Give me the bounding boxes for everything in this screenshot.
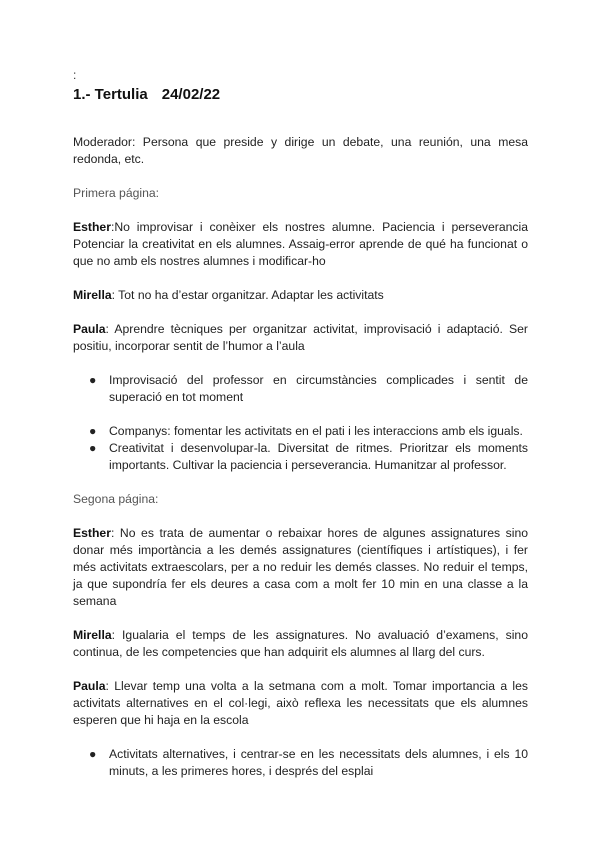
bullet-icon: ● xyxy=(89,441,97,455)
speaker-name: Esther xyxy=(73,220,111,234)
bullet-icon: ● xyxy=(89,373,97,387)
speaker-name: Mirella xyxy=(73,288,112,302)
bullet-list-3 xyxy=(73,746,528,780)
list-item: ● Improvisació del professor en circumstàncies complicades i sentit de superació en tot moment xyxy=(89,373,528,404)
paragraph-paula-2 xyxy=(73,678,528,729)
paragraph-text: : Aprendre tècniques per organitzar activitat, improvisació i adaptació. Ser positiu, incorporar sentit de l’humor a l’aula xyxy=(73,322,528,353)
section-segona-pagina: Segona página: xyxy=(73,492,159,506)
paragraph-text: : No es trata de aumentar o rebaixar hores de algunes assignatures sino donar més importància a les demés assignatures (científiques i artístiques), i fer més activitats extraescolars, per a no reduir les demés classes. No reduir el temps, ja que supondría fer els deures a casa com a molt fer 10 min en una classe a la semana xyxy=(73,526,528,608)
moderador-definition: Moderador: Persona que preside y dirige un debate, una reunión, una mesa redonda, etc. xyxy=(73,135,528,166)
bullet-list-1 xyxy=(73,372,528,406)
speaker-name: Paula xyxy=(73,322,106,336)
paragraph-paula-1 xyxy=(73,321,528,355)
paragraph-text: : Igualaria el temps de les assignatures. No avaluació d’examens, sino continua, de les competencies que han adquirit els alumnes al llarg del curs. xyxy=(73,628,528,659)
list-item: ● Creativitat i desenvolupar-la. Diversitat de ritmes. Prioritzar els moments importants. Cultivar la paciencia i perseverancia. Humanitzar al professor. xyxy=(89,441,528,472)
paragraph-text: :No improvisar i conèixer els nostres alumne. Paciencia i perseverancia Potenciar la creativitat en els alumnes. Assaig-error aprende de qué ha funcionat o que no amb els nostres alumnes i modificar-ho xyxy=(73,220,528,268)
bullet-list-2 xyxy=(73,423,528,474)
title-date: 24/02/22 xyxy=(161,86,221,103)
title-number: 1.- Tertulia xyxy=(73,86,148,103)
speaker-name: Paula xyxy=(73,679,106,693)
document-page xyxy=(73,68,528,780)
paragraph-esther-1 xyxy=(73,219,528,270)
bullet-icon: ● xyxy=(89,747,97,761)
colon-mark: : xyxy=(73,68,77,82)
paragraph-text: : Llevar temp una volta a la setmana com a molt. Tomar importancia a les activitats alternatives en el col·legi, això reflexa les necessitats que els alumnes esperen que hi haja en la escola xyxy=(73,679,528,727)
document-title xyxy=(73,86,528,104)
paragraph-mirella-1 xyxy=(73,287,528,304)
paragraph-esther-2 xyxy=(73,525,528,610)
speaker-name: Esther xyxy=(73,526,111,540)
list-item: ● Companys: fomentar les activitats en el pati i les interaccions amb els iguals. xyxy=(89,424,523,438)
section-primera-pagina: Primera página: xyxy=(73,186,160,200)
list-item: ● Activitats alternatives, i centrar-se en les necessitats dels alumnes, i els 10 minuts, a les primeres hores, i després del esplai xyxy=(89,747,528,778)
bullet-icon: ● xyxy=(89,424,97,438)
paragraph-mirella-2 xyxy=(73,627,528,661)
paragraph-text: : Tot no ha d’estar organitzar. Adaptar les activitats xyxy=(111,288,384,302)
speaker-name: Mirella xyxy=(73,628,112,642)
